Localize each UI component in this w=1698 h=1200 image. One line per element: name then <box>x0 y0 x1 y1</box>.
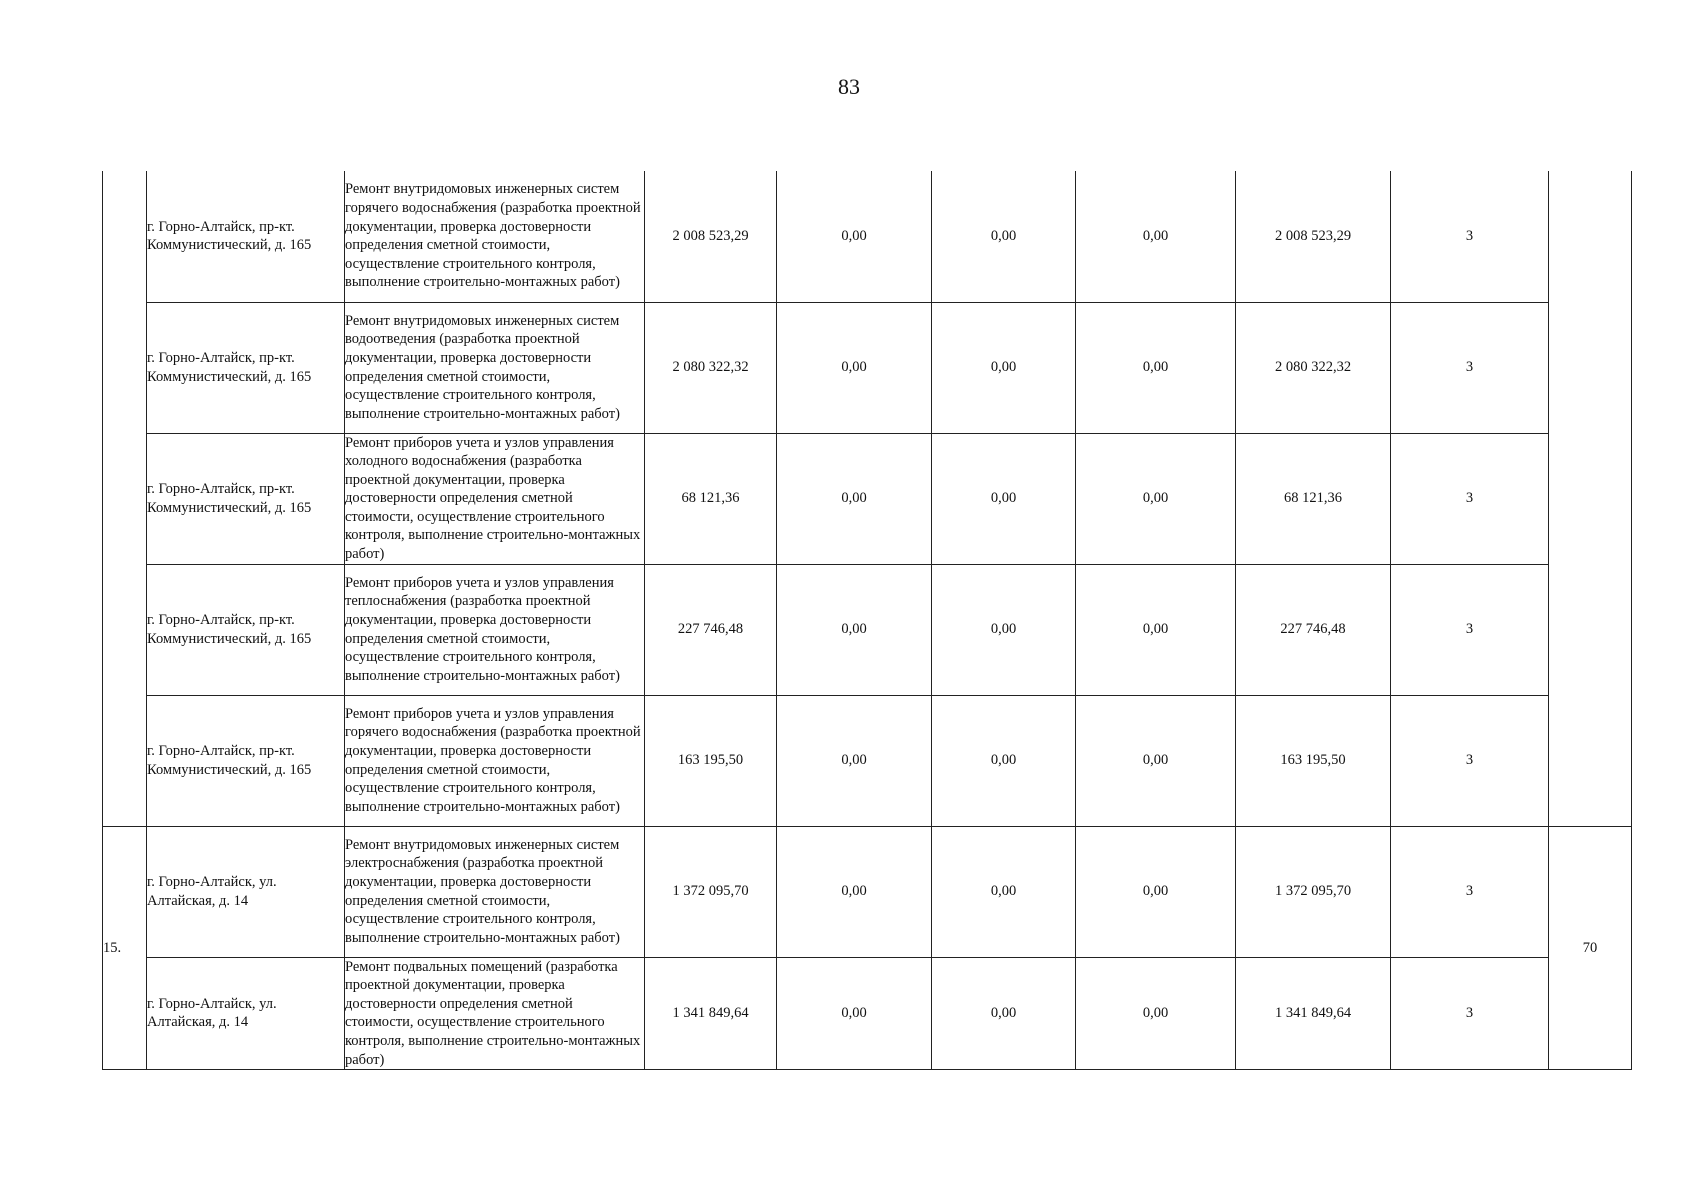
address-cell: г. Горно-Алтайск, пр-кт. Коммунистический, д. 165 <box>147 433 345 564</box>
row-number-cell: 15. <box>103 826 147 1070</box>
federal-funds-cell: 0,00 <box>777 302 932 433</box>
regional-funds-cell: 0,00 <box>932 564 1076 695</box>
address-cell: г. Горно-Алтайск, пр-кт. Коммунистический, д. 165 <box>147 171 345 302</box>
regional-funds-cell: 0,00 <box>932 695 1076 826</box>
capital-repair-table <box>102 171 1632 1070</box>
total-cost-cell: 2 008 523,29 <box>645 171 777 302</box>
table-row <box>103 171 1632 302</box>
term-cell: 3 <box>1391 433 1549 564</box>
work-description-cell: Ремонт подвальных помещений (разработка проектной документации, проверка достоверности определения сметной стоимости, осуществление строительного контроля, выполнение строительно-монтажных работ) <box>345 957 645 1070</box>
work-description-cell: Ремонт приборов учета и узлов управления горячего водоснабжения (разработка проектной документации, проверка достоверности определения сметной стоимости, осуществление строительного контроля, выполнение строительно-монтажных работ) <box>345 695 645 826</box>
address-cell: г. Горно-Алтайск, пр-кт. Коммунистический, д. 165 <box>147 564 345 695</box>
federal-funds-cell: 0,00 <box>777 564 932 695</box>
regional-funds-cell: 0,00 <box>932 171 1076 302</box>
federal-funds-cell: 0,00 <box>777 695 932 826</box>
table-row <box>103 433 1632 564</box>
local-funds-cell: 0,00 <box>1076 433 1236 564</box>
owners-funds-cell: 2 008 523,29 <box>1236 171 1391 302</box>
work-description-cell: Ремонт внутридомовых инженерных систем горячего водоснабжения (разработка проектной документации, проверка достоверности определения сметной стоимости, осуществление строительного контроля, выполнение строительно-монтажных работ) <box>345 171 645 302</box>
local-funds-cell: 0,00 <box>1076 957 1236 1070</box>
term-cell: 3 <box>1391 171 1549 302</box>
federal-funds-cell: 0,00 <box>777 171 932 302</box>
owners-funds-cell: 1 372 095,70 <box>1236 826 1391 957</box>
federal-funds-cell: 0,00 <box>777 433 932 564</box>
local-funds-cell: 0,00 <box>1076 695 1236 826</box>
work-description-cell: Ремонт внутридомовых инженерных систем электроснабжения (разработка проектной документации, проверка достоверности определения сметной стоимости, осуществление строительного контроля, выполнение строительно-монтажных работ) <box>345 826 645 957</box>
regional-funds-cell: 0,00 <box>932 826 1076 957</box>
local-funds-cell: 0,00 <box>1076 826 1236 957</box>
table-row <box>103 695 1632 826</box>
owners-funds-cell: 1 341 849,64 <box>1236 957 1391 1070</box>
work-description-cell: Ремонт внутридомовых инженерных систем водоотведения (разработка проектной документации, проверка достоверности определения сметной стоимости, осуществление строительного контроля, выполнение строительно-монтажных работ) <box>345 302 645 433</box>
address-cell: г. Горно-Алтайск, пр-кт. Коммунистический, д. 165 <box>147 302 345 433</box>
regional-funds-cell: 0,00 <box>932 957 1076 1070</box>
work-description-cell: Ремонт приборов учета и узлов управления теплоснабжения (разработка проектной документации, проверка достоверности определения сметной стоимости, осуществление строительного контроля, выполнение строительно-монтажных работ) <box>345 564 645 695</box>
owners-funds-cell: 163 195,50 <box>1236 695 1391 826</box>
table-row <box>103 564 1632 695</box>
total-cost-cell: 227 746,48 <box>645 564 777 695</box>
term-cell: 3 <box>1391 826 1549 957</box>
term-cell: 3 <box>1391 564 1549 695</box>
table-row <box>103 826 1632 957</box>
row-number-cell <box>103 171 147 826</box>
term-cell: 3 <box>1391 695 1549 826</box>
federal-funds-cell: 0,00 <box>777 826 932 957</box>
total-cost-cell: 1 372 095,70 <box>645 826 777 957</box>
regional-funds-cell: 0,00 <box>932 302 1076 433</box>
total-cost-cell: 1 341 849,64 <box>645 957 777 1070</box>
owners-funds-cell: 68 121,36 <box>1236 433 1391 564</box>
address-cell: г. Горно-Алтайск, пр-кт. Коммунистический, д. 165 <box>147 695 345 826</box>
owners-funds-cell: 227 746,48 <box>1236 564 1391 695</box>
term-cell: 3 <box>1391 957 1549 1070</box>
work-description-cell: Ремонт приборов учета и узлов управления холодного водоснабжения (разработка проектной документации, проверка достоверности определения сметной стоимости, осуществление строительного контроля, выполнение строительно-монтажных работ) <box>345 433 645 564</box>
local-funds-cell: 0,00 <box>1076 564 1236 695</box>
table-row <box>103 302 1632 433</box>
regional-funds-cell: 0,00 <box>932 433 1076 564</box>
address-cell: г. Горно-Алтайск, ул. Алтайская, д. 14 <box>147 826 345 957</box>
federal-funds-cell: 0,00 <box>777 957 932 1070</box>
total-cost-cell: 68 121,36 <box>645 433 777 564</box>
score-cell <box>1549 171 1632 826</box>
total-cost-cell: 163 195,50 <box>645 695 777 826</box>
table-row <box>103 957 1632 1070</box>
local-funds-cell: 0,00 <box>1076 302 1236 433</box>
owners-funds-cell: 2 080 322,32 <box>1236 302 1391 433</box>
page-number: 83 <box>838 74 860 99</box>
score-cell: 70 <box>1549 826 1632 1070</box>
term-cell: 3 <box>1391 302 1549 433</box>
total-cost-cell: 2 080 322,32 <box>645 302 777 433</box>
address-cell: г. Горно-Алтайск, ул. Алтайская, д. 14 <box>147 957 345 1070</box>
local-funds-cell: 0,00 <box>1076 171 1236 302</box>
